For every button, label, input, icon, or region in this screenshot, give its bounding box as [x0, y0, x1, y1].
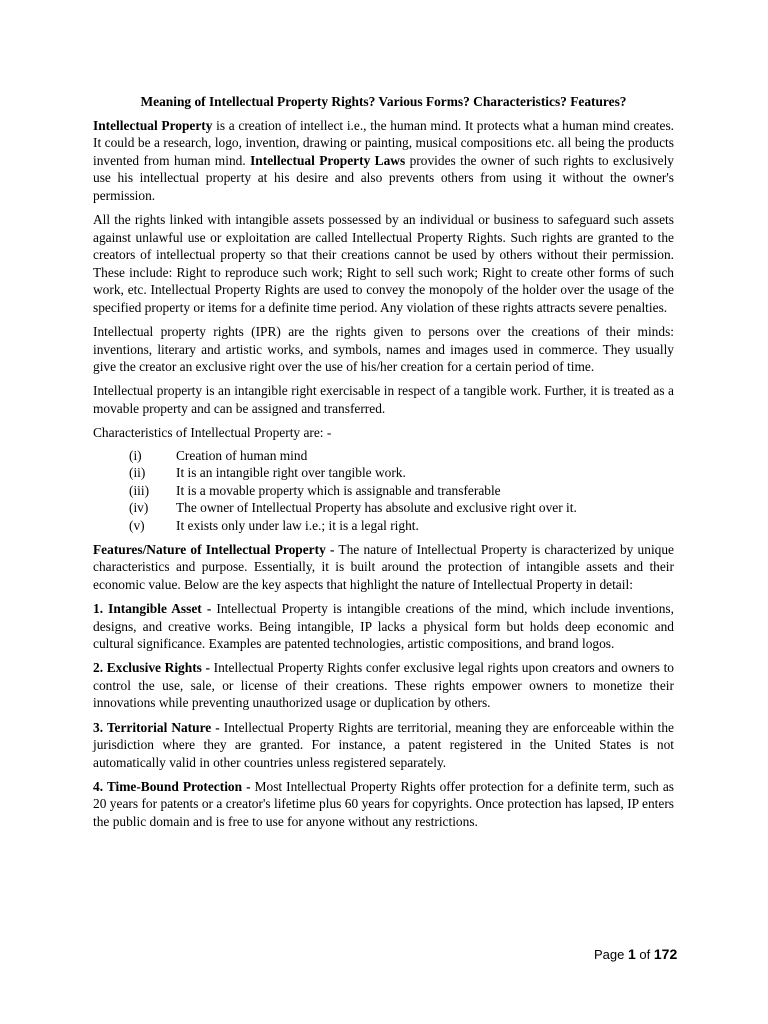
term-ip-laws: Intellectual Property Laws: [250, 152, 406, 168]
list-item: [93, 499, 674, 517]
characteristics-list: [93, 447, 674, 535]
feature-point: [93, 659, 674, 712]
feature-heading: 4. Time-Bound Protection -: [93, 778, 251, 794]
list-item: [93, 482, 674, 500]
list-text: It is a movable property which is assignable and transferable: [176, 482, 501, 498]
list-number: (i): [129, 447, 142, 463]
feature-text: Most Intellectual Property Rights offer protection for a definite term, such as 20 years for patents or a creator's lifetime plus 60 years for copyrights. Once protection has lapsed, IP enters the public domain and is free to use for anyone without any restrictions.: [93, 778, 674, 829]
paragraph-text: provides the owner of such rights to exclusively use his intellectual property at his desire and also prevents others from using it without the owner's permission.: [93, 152, 674, 203]
paragraph-intro: [93, 117, 674, 205]
characteristics-intro: Characteristics of Intellectual Property are: -: [93, 425, 332, 441]
list-text: Creation of human mind: [176, 447, 308, 463]
feature-text: Intellectual Property Rights are territorial, meaning they are enforceable within the jurisdiction where they are granted. For instance, a patent registered in the United States is not automatically valid in other countries unless registered separately.: [93, 719, 674, 770]
feature-heading: 1. Intangible Asset -: [93, 600, 212, 616]
of-label: of: [639, 947, 651, 962]
paragraph-ipr: Intellectual property rights (IPR) are the rights given to persons over the creations of their minds: inventions, literary and artistic works, and symbols, names and images used in commerce. They usually give the creator an exclusive right over the use of his/her creation for a certain period of time.: [93, 324, 674, 375]
term-intellectual-property: Intellectual Property: [93, 117, 213, 133]
list-item: [93, 464, 674, 482]
feature-heading: 2. Exclusive Rights -: [93, 660, 210, 676]
page-content: [93, 93, 674, 837]
paragraph-text: is a creation of intellect i.e., the human mind. It protects what a human mind creates. It could be a research, logo, invention, drawing or painting, musical compositions etc. all being the products invented from human mind.: [93, 117, 675, 168]
page-title: Meaning of Intellectual Property Rights? Various Forms? Characteristics? Features?: [140, 94, 627, 109]
paragraph-intangible: Intellectual property is an intangible right exercisable in respect of a tangible work. Further, it is treated as a movable property and can be assigned and transferred.: [93, 383, 674, 416]
paragraph-rights: All the rights linked with intangible assets possessed by an individual or business to safeguard such assets against unlawful use or exploitation are called Intellectual Property Rights. Such rights are granted to the creators of intellectual property so that their creations cannot be used by others without their permission. These include: Right to reproduce such work; Right to sell such work; Right to create other forms of such work, etc. Intellectual Property Rights are used to convey the monopoly of the holder over the usage of the specified property or items for a definite time period. Any violation of these rights attracts severe penalties.: [93, 212, 674, 316]
feature-point: [93, 778, 674, 831]
feature-heading: 3. Territorial Nature -: [93, 719, 220, 735]
list-number: (ii): [129, 465, 146, 481]
list-text: It is an intangible right over tangible work.: [176, 465, 406, 481]
feature-text: Intellectual Property Rights confer exclusive legal rights upon creators and owners to control the use, sale, or license of their creations. These rights empower owners to monetize their innovations while preventing unauthorized usage or duplication by others.: [93, 660, 675, 711]
page-number: [594, 946, 684, 962]
feature-point: [93, 719, 674, 772]
total-pages: 172: [653, 946, 678, 962]
paragraph-text: The nature of Intellectual Property is characterized by unique characteristics and purpose. Essentially, it is built around the protection of intangible assets and their economic value. Below are the key aspects that highlight the nature of Intellectual Property in detail:: [93, 541, 674, 592]
page-label: Page: [594, 947, 625, 962]
current-page: 1: [628, 946, 636, 962]
list-number: (iii): [129, 482, 150, 498]
paragraph-features: [93, 541, 674, 594]
list-item: [93, 447, 674, 465]
features-heading: Features/Nature of Intellectual Property -: [93, 541, 335, 557]
list-number: (v): [129, 518, 145, 534]
list-text: It exists only under law i.e.; it is a legal right.: [176, 518, 419, 534]
list-text: The owner of Intellectual Property has absolute and exclusive right over it.: [176, 500, 577, 516]
list-item: [93, 517, 674, 535]
list-number: (iv): [129, 500, 149, 516]
feature-text: Intellectual Property is intangible creations of the mind, which include inventions, designs, and creative works. Being intangible, IP lacks a physical form but holds deep economic and cultural significance. Examples are patented technologies, artistic compositions, and brand logos.: [93, 600, 674, 652]
feature-point: [93, 600, 674, 653]
